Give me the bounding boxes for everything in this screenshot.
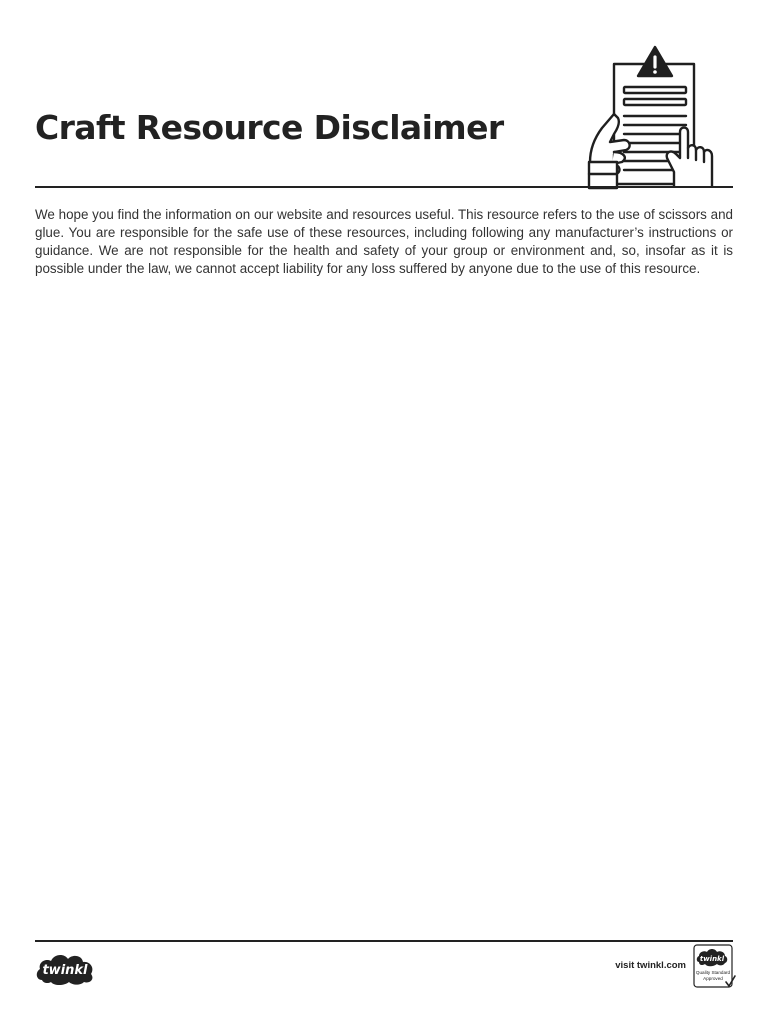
badge-line2-text: Approved <box>703 976 723 981</box>
visit-twinkl-link[interactable]: visit twinkl.com <box>615 960 686 971</box>
quality-standard-badge <box>693 944 737 990</box>
page-title: Craft Resource Disclaimer <box>35 108 504 147</box>
badge-brand-text: twinkl <box>699 955 725 963</box>
warning-document-icon <box>584 44 718 190</box>
twinkl-logo-text: twinkl <box>42 963 88 978</box>
header-divider <box>35 186 733 188</box>
footer-divider <box>35 940 733 942</box>
twinkl-logo[interactable] <box>34 950 96 986</box>
disclaimer-text: We hope you find the information on our website and resources useful. This resource refers to the use of scissors and glue. You are responsible for the safe use of these resources, including following any manufacturer’s instructions or guidance. We are not responsible for the health and safety of your group or environment and, so, insofar as it is possible under the law, we cannot accept liability for any loss suffered by anyone due to the use of this resource. <box>35 207 733 276</box>
badge-line1-text: Quality Standard <box>695 970 731 975</box>
